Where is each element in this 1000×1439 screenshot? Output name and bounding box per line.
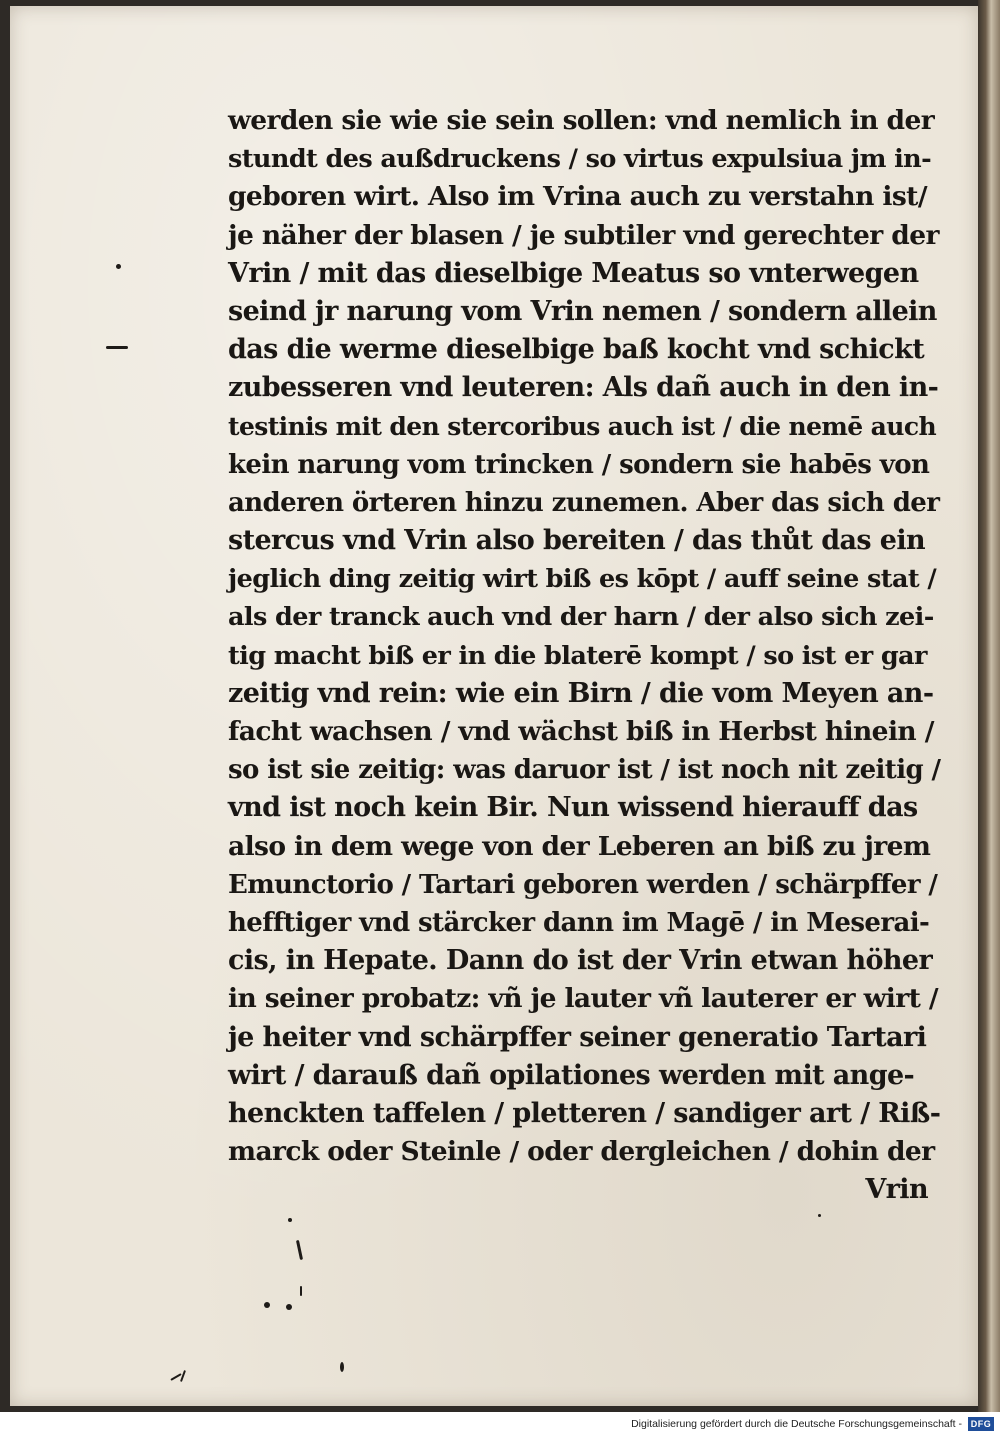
- footer-credit: Digitalisierung gefördert durch die Deutsche Forschungsgemeinschaft -: [631, 1418, 962, 1430]
- text-line-13: jeglich ding zeitig wirt biß es kōpt / auff seine stat /: [228, 564, 937, 595]
- text-line-8: zubesseren vnd leuteren: Als dañ auch in den in-: [228, 372, 939, 404]
- text-line-10: kein narung vom trincken / sondern sie habēs von: [228, 449, 930, 480]
- ink-speck: [286, 1304, 292, 1310]
- ink-speck: [288, 1218, 292, 1222]
- margin-dash: [106, 346, 128, 349]
- text-line-25: je heiter vnd schärpffer seiner generatio Tartari: [228, 1021, 927, 1053]
- catchword: Vrin: [865, 1174, 928, 1206]
- text-line-18: so ist sie zeitig: was daruor ist / ist noch nit zeitig /: [228, 755, 941, 786]
- text-line-26: wirt / darauß dañ opilationes werden mit ange-: [228, 1059, 915, 1091]
- text-line-5: Vrin / mit das dieselbige Meatus so vnterwegen: [228, 257, 919, 289]
- text-line-22: hefftiger vnd stärcker dann im Magē / in Meserai-: [228, 907, 930, 938]
- text-line-28: marck oder Steinle / oder dergleichen / dohin der: [228, 1136, 935, 1168]
- page-text-block: [228, 102, 940, 1209]
- text-line-11: anderen örteren hinzu zunemen. Aber das sich der: [228, 487, 940, 518]
- text-line-1: werden sie wie sie sein sollen: vnd nemlich in der: [228, 105, 935, 136]
- ink-speck: [340, 1362, 344, 1372]
- text-line-21: Emunctorio / Tartari geboren werden / schärpffer /: [228, 869, 938, 900]
- ink-speck: [264, 1302, 270, 1308]
- ink-stroke: [300, 1286, 302, 1296]
- text-line-6: seind jr narung vom Vrin nemen / sondern allein: [228, 295, 937, 327]
- text-line-23: cis, in Hepate. Dann do ist der Vrin etwan höher: [228, 945, 933, 977]
- page-edge: [978, 0, 1000, 1412]
- footer-bar: [0, 1412, 1000, 1439]
- ink-stroke: [180, 1370, 186, 1382]
- text-line-16: zeitig vnd rein: wie ein Birn / die vom Meyen an-: [228, 677, 934, 709]
- text-line-12: stercus vnd Vrin also bereiten / das thůt das ein: [228, 525, 926, 557]
- text-line-17: facht wachsen / vnd wächst biß in Herbst hinein /: [228, 716, 934, 747]
- text-line-3: geboren wirt. Also im Vrina auch zu verstahn ist/: [228, 181, 927, 213]
- text-line-9: testinis mit den stercoribus auch ist / die nemē auch: [228, 411, 937, 441]
- text-line-7: das die werme dieselbige baß kocht vnd schickt: [228, 334, 925, 366]
- text-line-14: als der tranck auch vnd der harn / der also sich zei-: [228, 602, 934, 633]
- text-line-19: vnd ist noch kein Bir. Nun wissend hierauff das: [228, 792, 918, 824]
- text-line-4: je näher der blasen / je subtiler vnd gerechter der: [228, 219, 939, 251]
- text-line-20: also in dem wege von der Leberen an biß zu jrem: [228, 830, 931, 862]
- text-line-27: henckten taffelen / pletteren / sandiger art / Riß-: [228, 1097, 941, 1129]
- ink-stroke: [296, 1240, 303, 1260]
- ink-speck: [818, 1214, 821, 1217]
- dfg-logo[interactable]: DFG: [968, 1417, 994, 1431]
- margin-dot: [116, 264, 121, 269]
- text-line-15: tig macht biß er in die blaterē kompt / so ist er gar: [228, 640, 927, 671]
- text-line-2: stundt des außdruckens / so virtus expulsiua jm in-: [228, 144, 932, 175]
- text-line-24: in seiner probatz: vñ je lauter vñ lauterer er wirt /: [228, 983, 938, 1015]
